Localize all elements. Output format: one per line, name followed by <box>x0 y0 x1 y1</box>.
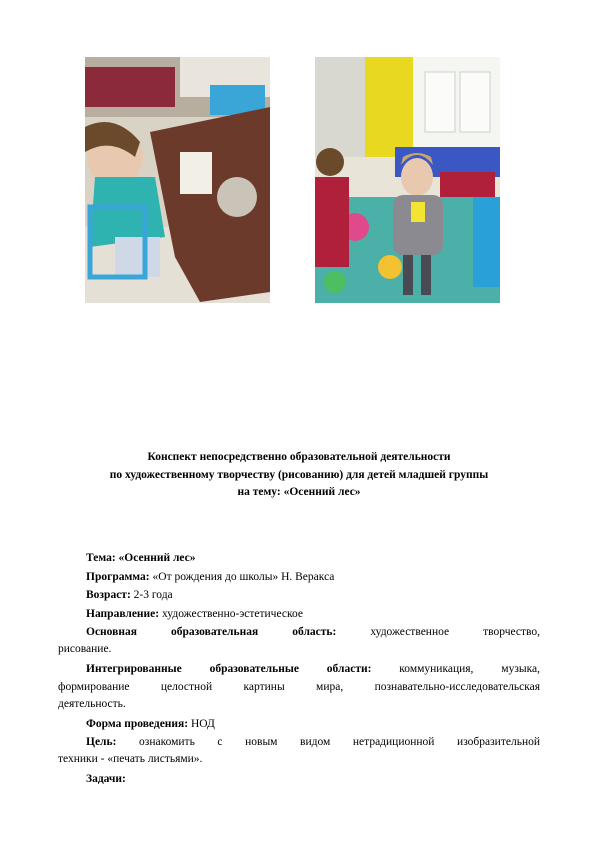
title-line-2: по художественному творчеству (рисованию) для детей младшей группы <box>109 468 489 481</box>
integrated-paragraph <box>58 660 540 711</box>
age-line <box>58 586 540 605</box>
main-area-value-2: рисование. <box>58 642 112 655</box>
photo-children-in-playroom <box>315 57 500 303</box>
direction-value: художественно-эстетическое <box>162 607 303 620</box>
photo-child-at-table <box>85 57 270 303</box>
topic-line <box>58 549 540 568</box>
integrated-line-1 <box>58 660 540 679</box>
direction-label: Направление: <box>86 607 160 620</box>
direction-line <box>58 605 540 624</box>
title-line-1: Конспект непосредственно образовательной деятельности <box>147 451 451 463</box>
integrated-value-3: деятельность. <box>58 697 126 710</box>
main-area-label: Основная образовательная область: <box>86 626 337 638</box>
program-value: «От рождения до школы» Н. Веракса <box>152 570 335 583</box>
integrated-label: Интегрированные образовательные области: <box>86 662 372 675</box>
tasks-line <box>58 770 540 789</box>
age-label: Возраст: <box>86 589 131 601</box>
program-label: Программа: <box>86 570 150 583</box>
main-area-paragraph <box>58 623 540 656</box>
topic-value: «Осенний лес» <box>118 552 196 564</box>
document-body <box>58 549 540 788</box>
main-area-line-1 <box>58 623 540 642</box>
main-area-value-1: художественное творчество, <box>370 626 541 638</box>
goal-line-1 <box>58 733 540 752</box>
form-line <box>58 715 540 734</box>
goal-value-2: техники - «печать листьями». <box>58 752 203 765</box>
integrated-value-2: формирование целостной картины мира, познавательно-исследовательская <box>58 681 540 693</box>
tasks-label: Задачи: <box>86 772 126 785</box>
integrated-value-1: коммуникация, музыка, <box>399 662 540 675</box>
document-title <box>58 449 540 502</box>
goal-label: Цель: <box>86 736 117 748</box>
goal-value-1: ознакомить с новым видом нетрадиционной изобразительной <box>139 736 541 748</box>
goal-paragraph <box>58 733 540 766</box>
title-line-3: на тему: «Осенний лес» <box>237 486 361 498</box>
program-line <box>58 568 540 587</box>
form-value: НОД <box>190 717 215 730</box>
topic-label: Тема: <box>86 552 116 564</box>
form-label: Форма проведения: <box>86 717 189 730</box>
age-value: 2-3 года <box>133 589 173 601</box>
